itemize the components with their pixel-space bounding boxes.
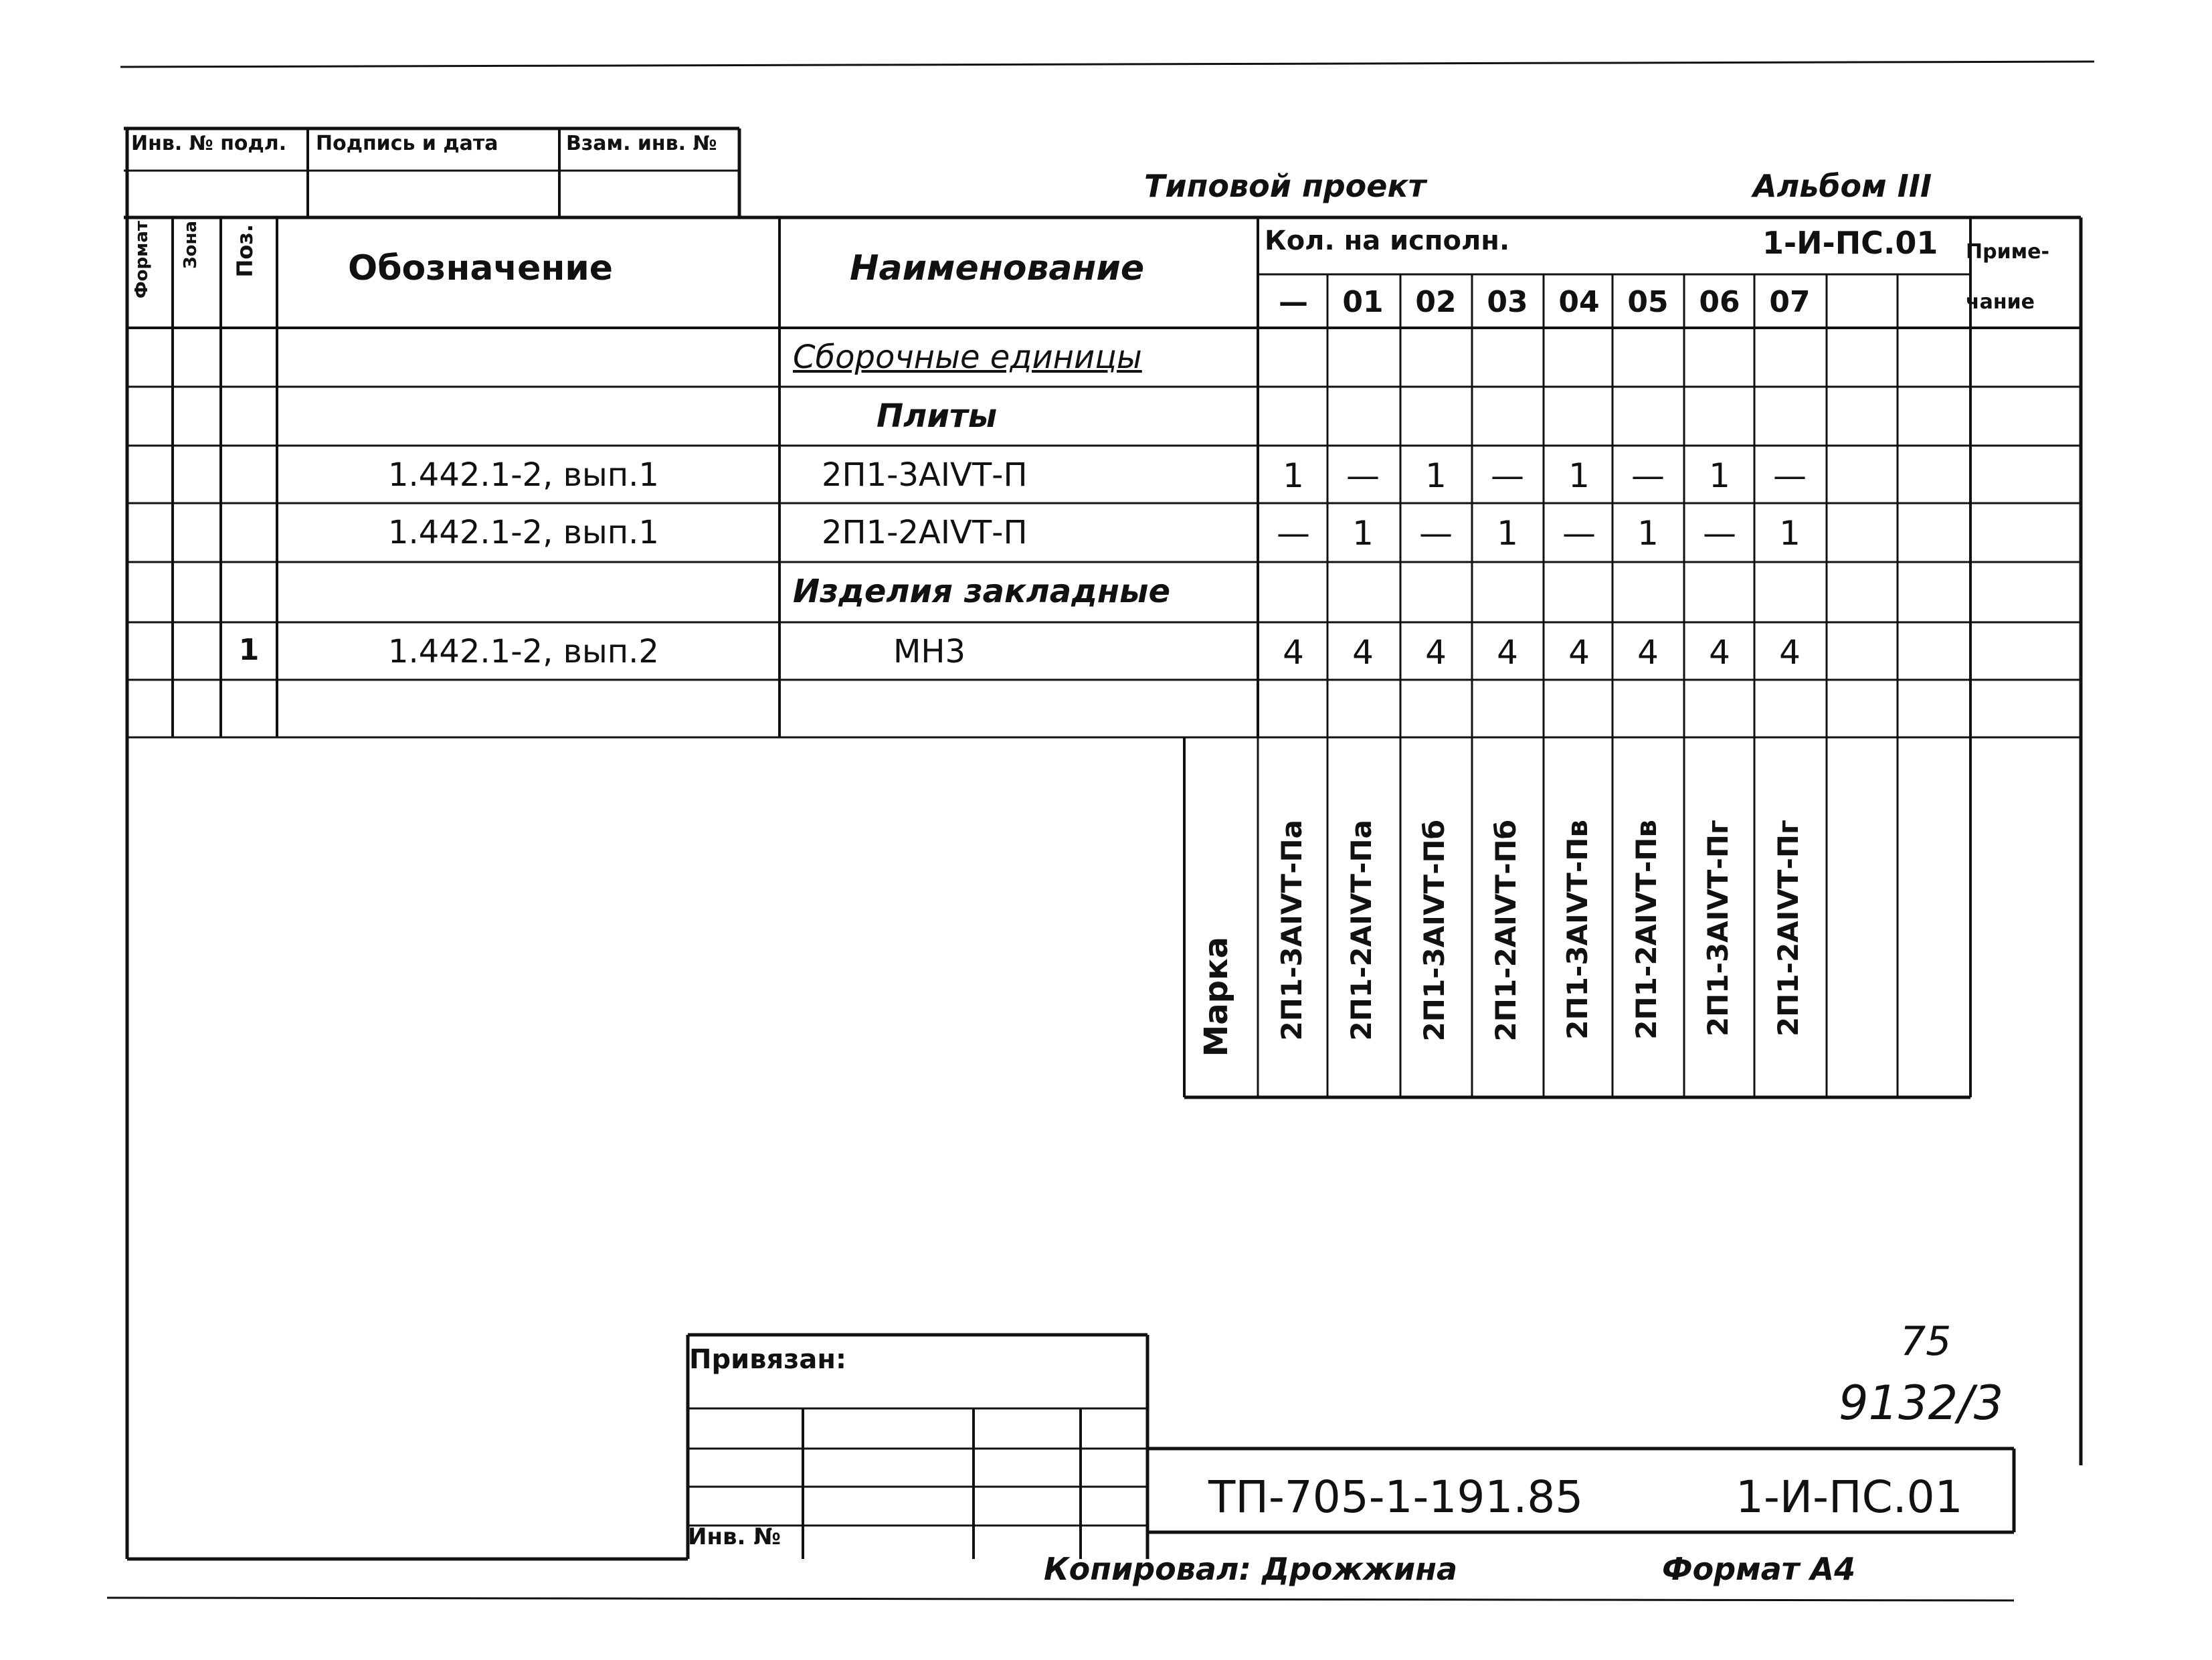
album-label: Альбом III	[1753, 168, 1932, 204]
stamp-signature-label: Подпись и дата	[316, 132, 498, 155]
marka-value: 2П1-2АIVТ-Пг	[1772, 820, 1805, 1037]
qty-cell: 4	[1352, 633, 1374, 672]
qty-cell: 1	[1568, 456, 1590, 495]
variant-header: 01	[1342, 285, 1384, 319]
col-designation-label: Обозначение	[348, 248, 614, 288]
section-heading: Плиты	[877, 397, 998, 435]
marka-value: 2П1-2АIVТ-Пб	[1489, 820, 1522, 1042]
col-zone-label: Зона	[181, 221, 201, 269]
qty-cell: 4	[1709, 633, 1730, 672]
marka-value: 2П1-3АIVТ-Пг	[1701, 820, 1734, 1037]
qty-cell: —	[1419, 514, 1453, 553]
variant-header: 04	[1558, 285, 1600, 319]
header-designation-code: 1-И-ПС.01	[1762, 225, 1938, 261]
qty-cell: 1	[1709, 456, 1730, 495]
col-format-label: Формат	[132, 221, 152, 299]
variant-header: 05	[1627, 285, 1669, 319]
binding-label: Привязан:	[689, 1344, 846, 1375]
variant-header: 06	[1699, 285, 1740, 319]
qty-cell: 4	[1568, 633, 1590, 672]
project-type-label: Типовой проект	[1144, 168, 1426, 204]
qty-cell: —	[1277, 514, 1310, 553]
qty-cell: —	[1491, 456, 1524, 495]
stamp-replacement-label: Взам. инв. №	[566, 132, 717, 155]
qty-cell: 1	[1283, 456, 1304, 495]
sheet-number: 75	[1900, 1318, 1952, 1365]
qty-cell: 1	[1425, 456, 1447, 495]
qty-cell: —	[1773, 456, 1807, 495]
archive-number: 9132/3	[1839, 1376, 2004, 1431]
marka-value: 2П1-3АIVТ-Пб	[1418, 820, 1451, 1042]
col-name-label: Наименование	[850, 248, 1145, 288]
qty-cell: 4	[1637, 633, 1659, 672]
marka-value: 2П1-3АIVТ-Па	[1275, 820, 1308, 1041]
qty-cell: —	[1562, 514, 1596, 553]
variant-header: —	[1279, 285, 1308, 319]
binding-inv-label: Инв. №	[688, 1524, 781, 1550]
section-heading: Сборочные единицы	[793, 339, 1142, 376]
qty-cell: 4	[1779, 633, 1801, 672]
qty-cell: 1	[1497, 514, 1518, 553]
row-pos: 1	[238, 633, 260, 667]
row-name: 2П1-3АIVТ-П	[822, 456, 1028, 494]
section-heading: Изделия закладные	[793, 573, 1170, 610]
grid-line	[120, 62, 2094, 67]
grid-line	[107, 1598, 2014, 1600]
row-name: МН3	[893, 633, 966, 670]
qty-cell: 1	[1352, 514, 1374, 553]
col-note-label-2: чание	[1966, 290, 2035, 314]
qty-cell: 1	[1779, 514, 1801, 553]
variant-header: 02	[1415, 285, 1457, 319]
doc-code: 1-И-ПС.01	[1736, 1471, 1963, 1523]
row-designation: 1.442.1-2, вып.1	[388, 456, 659, 494]
qty-cell: —	[1631, 456, 1665, 495]
project-code: ТП-705-1-191.85	[1208, 1471, 1584, 1523]
qty-cell: —	[1703, 514, 1736, 553]
marka-value: 2П1-3АIVТ-Пв	[1561, 820, 1594, 1040]
row-name: 2П1-2АIVТ-П	[822, 514, 1028, 551]
marka-value: 2П1-2АIVТ-Па	[1345, 820, 1378, 1041]
col-pos-label: Поз.	[232, 224, 258, 278]
stamp-inv-label: Инв. № подл.	[131, 132, 287, 155]
copied-by-label: Копировал: Дрожжина	[1044, 1551, 1458, 1587]
col-qty-header: Кол. на исполн.	[1265, 225, 1510, 256]
variant-header: 03	[1487, 285, 1528, 319]
row-designation: 1.442.1-2, вып.2	[388, 633, 659, 670]
qty-cell: —	[1346, 456, 1380, 495]
qty-cell: 4	[1497, 633, 1518, 672]
variant-header: 07	[1769, 285, 1811, 319]
marka-label: Марка	[1198, 937, 1235, 1057]
row-designation: 1.442.1-2, вып.1	[388, 514, 659, 551]
qty-cell: 4	[1283, 633, 1304, 672]
qty-cell: 1	[1637, 514, 1659, 553]
col-note-label-1: Приме-	[1966, 240, 2049, 264]
marka-value: 2П1-2АIVТ-Пв	[1630, 820, 1663, 1040]
qty-cell: 4	[1425, 633, 1447, 672]
format-label: Формат А4	[1662, 1551, 1856, 1587]
